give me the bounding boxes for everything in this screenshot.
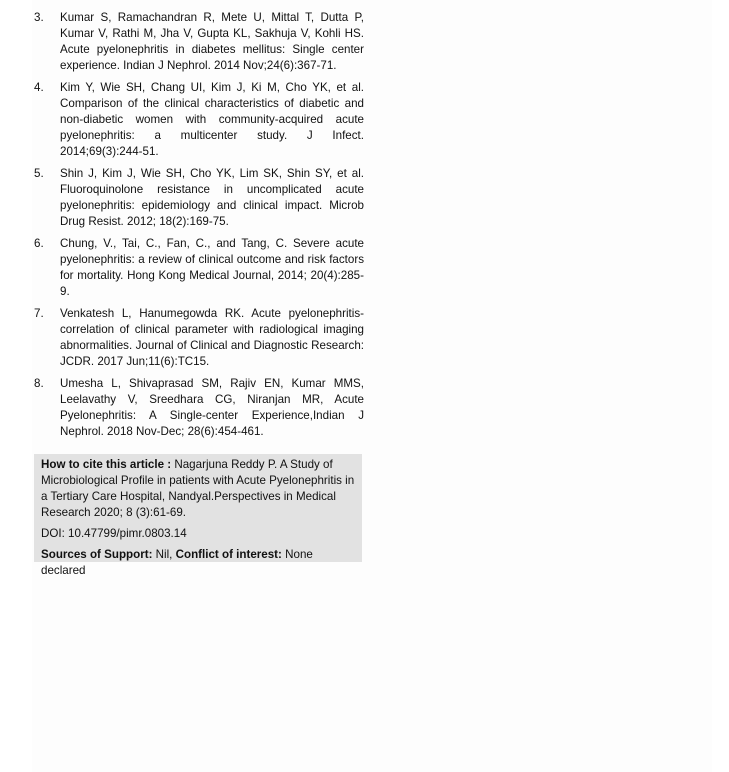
support-line bbox=[41, 547, 355, 579]
reference-item bbox=[34, 306, 364, 370]
reference-list bbox=[34, 10, 364, 446]
citation-heading: How to cite this article : bbox=[41, 458, 172, 471]
reference-text: Chung, V., Tai, C., Fan, C., and Tang, C. Severe acute pyelonephritis: a review of clinical outcome and risk factors for mortality. Hong Kong Medical Journal, 2014; 20(4):285-9. bbox=[60, 237, 364, 298]
support-value: Nil, bbox=[152, 548, 176, 561]
reference-text: Shin J, Kim J, Wie SH, Cho YK, Lim SK, Shin SY, et al. Fluoroquinolone resistance in uncomplicated acute pyelonephritis: epidemiology and clinical impact. Microb Drug Resist. 2012; 18(2):169-75. bbox=[60, 167, 364, 228]
reference-item bbox=[34, 80, 364, 160]
conflict-value: None declared bbox=[41, 548, 313, 577]
reference-number: 5. bbox=[34, 167, 44, 180]
reference-number: 7. bbox=[34, 307, 44, 320]
reference-item bbox=[34, 236, 364, 300]
reference-text: Kim Y, Wie SH, Chang UI, Kim J, Ki M, Cho YK, et al. Comparison of the clinical characteristics of diabetic and non-diabetic women with community-acquired acute pyelonephritis: a multicenter study. J Infect. 2014;69(3):244-51. bbox=[60, 81, 364, 158]
support-label: Sources of Support: bbox=[41, 548, 153, 561]
reference-text: Venkatesh L, Hanumegowda RK. Acute pyelonephritis-correlation of clinical parameter with radiological imaging abnormalities. Journal of Clinical and Diagnostic Research: JCDR. 2017 Jun;11(6):TC15. bbox=[60, 307, 364, 368]
reference-item bbox=[34, 10, 364, 74]
citation-box bbox=[34, 454, 362, 577]
conflict-label: Conflict of interest: bbox=[175, 548, 282, 561]
doi-line[interactable]: DOI: 10.47799/pimr.0803.14 bbox=[41, 527, 187, 540]
reference-item bbox=[34, 166, 364, 230]
citation-text: Nagarjuna Reddy P. A Study of Microbiological Profile in patients with Acute Pyelonephritis in a Tertiary Care Hospital, Nandyal.Perspectives in Medical Research 2020; 8 (3):61-69. bbox=[41, 458, 355, 519]
reference-number: 4. bbox=[34, 81, 44, 94]
reference-text: Kumar S, Ramachandran R, Mete U, Mittal T, Dutta P, Kumar V, Rathi M, Jha V, Gupta KL, Sakhuja V, Kohli HS. Acute pyelonephritis in diabetes mellitus: Single center experience. Indian J Nephrol. 2014 Nov;24(6):367-71. bbox=[60, 11, 364, 72]
reference-number: 8. bbox=[34, 377, 44, 390]
citation-paragraph bbox=[41, 457, 355, 521]
reference-item bbox=[34, 376, 364, 440]
reference-number: 6. bbox=[34, 237, 44, 250]
reference-number: 3. bbox=[34, 11, 44, 24]
reference-text: Umesha L, Shivaprasad SM, Rajiv EN, Kumar MMS, Leelavathy V, Sreedhara CG, Niranjan MR, Acute Pyelonephritis: A Single-center Experience,Indian J Nephrol. 2018 Nov-Dec; 28(6):454-461. bbox=[60, 377, 364, 438]
